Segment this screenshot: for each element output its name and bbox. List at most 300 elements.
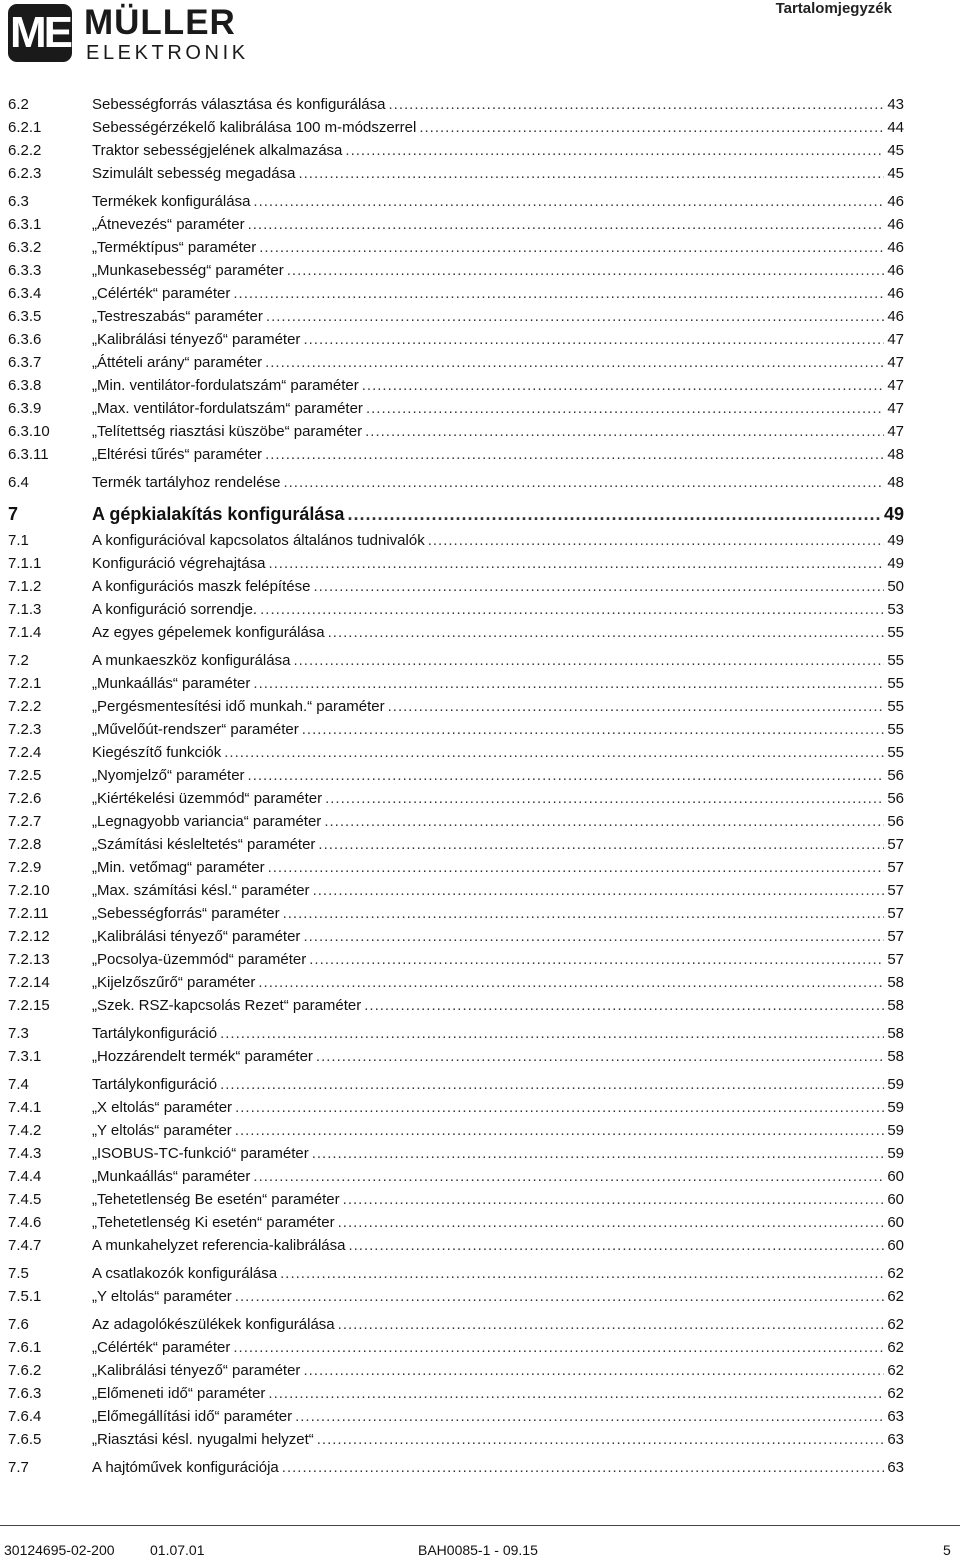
- toc-entry-page: 49: [887, 532, 904, 549]
- toc-dot-leader: [324, 810, 884, 833]
- toc-entry-number: 7.2.12: [8, 928, 50, 945]
- toc-dot-leader: [280, 1262, 884, 1285]
- toc-entry-page: 50: [887, 578, 904, 595]
- toc-entry-title: Tartálykonfiguráció: [92, 1076, 218, 1093]
- toc-dot-leader: [328, 621, 885, 644]
- toc-entry[interactable]: [8, 1211, 904, 1234]
- toc-entry-page: 58: [887, 1048, 904, 1065]
- toc-entry-title: „Eltérési tűrés“ paraméter: [92, 446, 263, 463]
- toc-entry-title: „Pergésmentesítési idő munkah.“ paraméter: [92, 698, 385, 715]
- toc-entry[interactable]: [8, 1096, 904, 1119]
- toc-entry-number: 6.3: [8, 193, 29, 210]
- toc-entry-title: „Célérték“ paraméter: [92, 285, 231, 302]
- toc-entry[interactable]: [8, 1234, 904, 1257]
- toc-chapter-entry[interactable]: [8, 499, 904, 529]
- toc-entry[interactable]: [8, 598, 904, 621]
- toc-dot-leader: [233, 282, 884, 305]
- toc-entry-page: 55: [887, 675, 904, 692]
- toc-entry[interactable]: [8, 925, 904, 948]
- toc-entry-page: 59: [887, 1099, 904, 1116]
- toc-entry[interactable]: [8, 575, 904, 598]
- toc-entry[interactable]: [8, 397, 904, 420]
- toc-entry[interactable]: [8, 190, 904, 213]
- toc-entry-title: „Telítettség riasztási küszöbe“ paraméter: [92, 423, 363, 440]
- toc-entry[interactable]: [8, 833, 904, 856]
- toc-entry-title: „Max. ventilátor-fordulatszám“ paraméter: [92, 400, 363, 417]
- toc-entry[interactable]: [8, 1285, 904, 1308]
- toc-entry[interactable]: [8, 787, 904, 810]
- toc-entry-page: 46: [887, 216, 904, 233]
- toc-entry-page: 55: [887, 698, 904, 715]
- toc-dot-leader: [309, 948, 884, 971]
- logo-brand-name: MÜLLER: [84, 3, 236, 42]
- toc-entry-title: Tartálykonfiguráció: [92, 1025, 218, 1042]
- toc-entry-page: 56: [887, 790, 904, 807]
- toc-dot-leader: [303, 1359, 884, 1382]
- toc-entry-title: „Kalibrálási tényező“ paraméter: [92, 928, 301, 945]
- toc-entry-title: „Előmeneti idő“ paraméter: [92, 1385, 266, 1402]
- toc-entry-title: Az egyes gépelemek konfigurálása: [92, 624, 325, 641]
- toc-entry-page: 46: [887, 239, 904, 256]
- toc-entry-number: 7.2.14: [8, 974, 50, 991]
- toc-entry-title: Az adagolókészülékek konfigurálása: [92, 1316, 335, 1333]
- toc-entry-number: 7.6.3: [8, 1385, 42, 1402]
- toc-dot-leader: [325, 787, 884, 810]
- toc-dot-leader: [338, 1313, 885, 1336]
- toc-entry-title: „X eltolás“ paraméter: [92, 1099, 233, 1116]
- toc-entry[interactable]: [8, 1262, 904, 1285]
- toc-dot-leader: [365, 420, 884, 443]
- toc-entry-title: Sebességérzékelő kalibrálása 100 m-módszerrel: [92, 119, 417, 136]
- page-footer: [0, 1525, 960, 1559]
- toc-entry-page: 56: [887, 767, 904, 784]
- toc-entry-page: 55: [887, 744, 904, 761]
- toc-entry-page: 62: [887, 1316, 904, 1333]
- toc-dot-leader: [302, 718, 885, 741]
- toc-dot-leader: [235, 1096, 884, 1119]
- toc-entry-number: 6.3.11: [8, 446, 49, 463]
- toc-entry-number: 7.2.1: [8, 675, 42, 692]
- toc-entry-title: A hajtóművek konfigurációja: [92, 1459, 279, 1476]
- toc-entry[interactable]: [8, 1165, 904, 1188]
- toc-dot-leader: [348, 1234, 884, 1257]
- toc-entry-title: „Hozzárendelt termék“ paraméter: [92, 1048, 313, 1065]
- toc-entry-title: „Művelőút-rendszer“ paraméter: [92, 721, 299, 738]
- toc-entry-title: „Terméktípus“ paraméter: [92, 239, 257, 256]
- toc-entry[interactable]: [8, 1073, 904, 1096]
- toc-dot-leader: [266, 305, 884, 328]
- toc-entry-page: 49: [883, 504, 904, 524]
- toc-entry-number: 6.3.1: [8, 216, 42, 233]
- toc-entry-number: 7.2.8: [8, 836, 42, 853]
- toc-dot-leader: [428, 529, 885, 552]
- toc-entry-page: 57: [887, 882, 904, 899]
- toc-entry-title: A gépkialakítás konfigurálása: [92, 504, 345, 524]
- toc-entry-title: „Munkasebesség“ paraméter: [92, 262, 284, 279]
- toc-entry-title: „Pocsolya-üzemmód“ paraméter: [92, 951, 307, 968]
- toc-entry-page: 62: [887, 1288, 904, 1305]
- toc-entry[interactable]: [8, 718, 904, 741]
- toc-entry-number: 7.4: [8, 1076, 29, 1093]
- toc-entry-title: „ISOBUS-TC-funkció“ paraméter: [92, 1145, 309, 1162]
- page-header: [0, 0, 960, 80]
- toc-entry[interactable]: [8, 351, 904, 374]
- toc-entry-number: 7.6.4: [8, 1408, 42, 1425]
- footer-date: 01.07.01: [150, 1542, 205, 1558]
- toc-entry-number: 7.6.1: [8, 1339, 42, 1356]
- footer-page-number: 5: [943, 1542, 951, 1558]
- toc-dot-leader: [235, 1285, 885, 1308]
- toc-entry[interactable]: [8, 649, 904, 672]
- toc-entry-number: 7.4.6: [8, 1214, 42, 1231]
- toc-entry-title: „Sebességforrás“ paraméter: [92, 905, 280, 922]
- toc-entry-number: 7.4.5: [8, 1191, 42, 1208]
- toc-entry-page: 58: [887, 974, 904, 991]
- toc-dot-leader: [235, 1119, 885, 1142]
- toc-entry-title: „Kijelzőszűrő“ paraméter: [92, 974, 256, 991]
- toc-entry-title: Szimulált sebesség megadása: [92, 165, 296, 182]
- toc-dot-leader: [268, 856, 885, 879]
- toc-entry-number: 6.3.3: [8, 262, 42, 279]
- toc-entry[interactable]: [8, 162, 904, 185]
- toc-entry-number: 6.4: [8, 474, 29, 491]
- toc-entry-number: 7.5.1: [8, 1288, 42, 1305]
- toc-entry[interactable]: [8, 1045, 904, 1068]
- toc-entry[interactable]: [8, 1188, 904, 1211]
- toc-entry[interactable]: [8, 879, 904, 902]
- toc-dot-leader: [362, 374, 885, 397]
- toc-entry-page: 60: [887, 1237, 904, 1254]
- toc-entry-title: Konfiguráció végrehajtása: [92, 555, 266, 572]
- toc-dot-leader: [419, 116, 884, 139]
- toc-entry[interactable]: [8, 621, 904, 644]
- toc-entry[interactable]: [8, 443, 904, 466]
- toc-dot-leader: [293, 649, 884, 672]
- toc-dot-leader: [283, 471, 884, 494]
- toc-entry-number: 7.2.4: [8, 744, 42, 761]
- toc-entry-number: 7.4.1: [8, 1099, 42, 1116]
- toc-entry-number: 7.3: [8, 1025, 29, 1042]
- toc-entry-title: „Testreszabás“ paraméter: [92, 308, 263, 325]
- toc-entry-number: 7.4.3: [8, 1145, 42, 1162]
- toc-entry-page: 62: [887, 1362, 904, 1379]
- toc-entry-page: 63: [887, 1431, 904, 1448]
- toc-entry[interactable]: [8, 259, 904, 282]
- toc-dot-leader: [265, 443, 884, 466]
- toc-entry-number: 7.2.15: [8, 997, 50, 1014]
- toc-dot-leader: [303, 328, 884, 351]
- toc-entry[interactable]: [8, 948, 904, 971]
- toc-entry-title: „Min. vetőmag“ paraméter: [92, 859, 265, 876]
- toc-dot-leader: [283, 902, 885, 925]
- toc-dot-leader: [366, 397, 884, 420]
- toc-entry-number: 6.3.6: [8, 331, 42, 348]
- toc-entry[interactable]: [8, 695, 904, 718]
- toc-entry-number: 7.2.6: [8, 790, 42, 807]
- toc-dot-leader: [313, 879, 885, 902]
- toc-entry-page: 47: [887, 400, 904, 417]
- toc-dot-leader: [248, 764, 885, 787]
- toc-entry-number: 7.2.9: [8, 859, 42, 876]
- toc-dot-leader: [224, 741, 884, 764]
- toc-entry[interactable]: [8, 1428, 904, 1451]
- toc-entry[interactable]: [8, 1405, 904, 1428]
- toc-entry[interactable]: [8, 471, 904, 494]
- toc-entry-number: 6.2.3: [8, 165, 42, 182]
- toc-entry-title: „Max. számítási késl.“ paraméter: [92, 882, 310, 899]
- toc-entry-title: „Kalibrálási tényező“ paraméter: [92, 1362, 301, 1379]
- toc-entry[interactable]: [8, 672, 904, 695]
- toc-entry[interactable]: [8, 994, 904, 1017]
- toc-dot-leader: [253, 1165, 884, 1188]
- toc-entry-page: 47: [887, 377, 904, 394]
- toc-entry[interactable]: [8, 420, 904, 443]
- toc-entry-page: 47: [887, 331, 904, 348]
- toc-entry-page: 59: [887, 1145, 904, 1162]
- toc-entry-number: 7.2.13: [8, 951, 50, 968]
- toc-dot-leader: [265, 351, 884, 374]
- toc-entry-page: 60: [887, 1214, 904, 1231]
- toc-entry[interactable]: [8, 1142, 904, 1165]
- toc-entry-number: 7.6: [8, 1316, 29, 1333]
- toc-entry-number: 7.2.11: [8, 905, 49, 922]
- toc-entry-number: 6.3.5: [8, 308, 42, 325]
- toc-dot-leader: [338, 1211, 885, 1234]
- toc-entry-title: „Célérték“ paraméter: [92, 1339, 231, 1356]
- toc-entry[interactable]: [8, 764, 904, 787]
- toc-entry-number: 7.1.3: [8, 601, 42, 618]
- mueller-elektronik-logo: [8, 3, 249, 64]
- toc-entry[interactable]: [8, 116, 904, 139]
- toc-entry-title: Sebességforrás választása és konfigurálása: [92, 96, 386, 113]
- toc-entry-page: 47: [887, 423, 904, 440]
- me-logo-mark: ME: [8, 4, 72, 62]
- toc-entry-title: „Kalibrálási tényező“ paraméter: [92, 331, 301, 348]
- toc-entry-page: 55: [887, 652, 904, 669]
- toc-entry-title: „Legnagyobb variancia“ paraméter: [92, 813, 322, 830]
- toc-dot-leader: [287, 259, 885, 282]
- toc-dot-leader: [317, 1428, 885, 1451]
- toc-entry-page: 55: [887, 624, 904, 641]
- toc-entry-number: 7.1: [8, 532, 29, 549]
- toc-entry-title: „Y eltolás“ paraméter: [92, 1288, 232, 1305]
- toc-entry[interactable]: [8, 139, 904, 162]
- toc-entry-page: 45: [887, 142, 904, 159]
- toc-entry-page: 57: [887, 905, 904, 922]
- toc-entry-page: 56: [887, 813, 904, 830]
- toc-entry-number: 6.3.9: [8, 400, 42, 417]
- toc-dot-leader: [343, 1188, 885, 1211]
- toc-entry-title: A munkaeszköz konfigurálása: [92, 652, 291, 669]
- toc-entry-page: 55: [887, 721, 904, 738]
- toc-entry-title: „Munkaállás“ paraméter: [92, 675, 251, 692]
- toc-entry-number: 7.4.7: [8, 1237, 42, 1254]
- logo-brand-subtitle: ELEKTRONIK: [86, 42, 249, 64]
- toc-dot-leader: [260, 598, 884, 621]
- toc-entry-number: 7.7: [8, 1459, 29, 1476]
- toc-entry-number: 6.2: [8, 96, 29, 113]
- toc-entry-number: 7.1.2: [8, 578, 42, 595]
- toc-entry-page: 62: [887, 1385, 904, 1402]
- toc-entry-page: 43: [887, 96, 904, 113]
- toc-entry-number: 6.3.10: [8, 423, 50, 440]
- toc-entry-page: 60: [887, 1191, 904, 1208]
- toc-entry-title: „Számítási késleltetés“ paraméter: [92, 836, 316, 853]
- toc-entry-title: Traktor sebességjelének alkalmazása: [92, 142, 343, 159]
- toc-entry-number: 7.2.10: [8, 882, 50, 899]
- toc-entry-page: 60: [887, 1168, 904, 1185]
- toc-dot-leader: [253, 672, 884, 695]
- toc-entry-page: 47: [887, 354, 904, 371]
- toc-entry-title: „Riasztási késl. nyugalmi helyzet“: [92, 1431, 314, 1448]
- toc-entry[interactable]: [8, 236, 904, 259]
- toc-entry-number: 6.3.2: [8, 239, 42, 256]
- toc-dot-leader: [220, 1022, 884, 1045]
- toc-entry[interactable]: [8, 93, 904, 116]
- toc-entry-number: 7.2: [8, 652, 29, 669]
- toc-entry-title: „Nyomjelző“ paraméter: [92, 767, 245, 784]
- table-of-contents: [8, 93, 904, 1479]
- toc-dot-leader: [295, 1405, 884, 1428]
- toc-entry[interactable]: [8, 1022, 904, 1045]
- toc-dot-leader: [389, 93, 885, 116]
- toc-entry-page: 46: [887, 308, 904, 325]
- toc-entry[interactable]: [8, 1119, 904, 1142]
- toc-entry-page: 57: [887, 836, 904, 853]
- toc-entry-title: „Y eltolás“ paraméter: [92, 1122, 232, 1139]
- toc-entry-number: 7.2.3: [8, 721, 42, 738]
- toc-entry-number: 7.3.1: [8, 1048, 42, 1065]
- toc-entry[interactable]: [8, 971, 904, 994]
- toc-entry-title: „Tehetetlenség Be esetén“ paraméter: [92, 1191, 340, 1208]
- toc-entry-page: 63: [887, 1408, 904, 1425]
- toc-entry-number: 7.6.5: [8, 1431, 42, 1448]
- toc-entry[interactable]: [8, 305, 904, 328]
- toc-dot-leader: [312, 1142, 885, 1165]
- toc-entry[interactable]: [8, 902, 904, 925]
- toc-dot-leader: [220, 1073, 884, 1096]
- toc-entry-title: „Min. ventilátor-fordulatszám“ paraméter: [92, 377, 359, 394]
- toc-entry-page: 57: [887, 859, 904, 876]
- toc-entry-page: 48: [887, 446, 904, 463]
- toc-entry-number: 6.3.8: [8, 377, 42, 394]
- toc-entry-number: 7.4.4: [8, 1168, 42, 1185]
- toc-entry-title: A konfiguráció sorrendje.: [92, 601, 258, 618]
- toc-entry-title: Kiegészítő funkciók: [92, 744, 222, 761]
- toc-entry-title: A csatlakozók konfigurálása: [92, 1265, 278, 1282]
- toc-entry[interactable]: [8, 1336, 904, 1359]
- toc-entry-page: 53: [887, 601, 904, 618]
- toc-dot-leader: [253, 190, 884, 213]
- toc-entry-title: Termék tartályhoz rendelése: [92, 474, 281, 491]
- toc-entry-title: A munkahelyzet referencia-kalibrálása: [92, 1237, 346, 1254]
- toc-entry[interactable]: [8, 1359, 904, 1382]
- toc-entry[interactable]: [8, 213, 904, 236]
- toc-entry-number: 6.2.1: [8, 119, 42, 136]
- toc-entry-page: 63: [887, 1459, 904, 1476]
- toc-entry[interactable]: [8, 810, 904, 833]
- toc-entry[interactable]: [8, 741, 904, 764]
- toc-entry-number: 7.1.1: [8, 555, 42, 572]
- toc-dot-leader: [303, 925, 884, 948]
- toc-entry-number: 6.2.2: [8, 142, 42, 159]
- toc-entry-title: „Áttételi arány“ paraméter: [92, 354, 263, 371]
- toc-entry[interactable]: [8, 1313, 904, 1336]
- toc-entry-page: 58: [887, 997, 904, 1014]
- footer-doc-number: 30124695-02-200: [4, 1542, 115, 1558]
- toc-entry-number: 6.3.4: [8, 285, 42, 302]
- toc-entry-page: 44: [887, 119, 904, 136]
- toc-dot-leader: [388, 695, 885, 718]
- toc-dot-leader: [298, 162, 884, 185]
- toc-entry[interactable]: [8, 328, 904, 351]
- toc-entry-title: „Munkaállás“ paraméter: [92, 1168, 251, 1185]
- toc-dot-leader: [233, 1336, 884, 1359]
- toc-entry-page: 48: [887, 474, 904, 491]
- toc-entry-number: 7.2.5: [8, 767, 42, 784]
- toc-entry-page: 57: [887, 928, 904, 945]
- toc-entry[interactable]: [8, 552, 904, 575]
- footer-manual-code: BAH0085-1 - 09.15: [418, 1542, 538, 1558]
- toc-entry-number: 7.5: [8, 1265, 29, 1282]
- toc-entry-page: 58: [887, 1025, 904, 1042]
- toc-dot-leader: [258, 971, 884, 994]
- toc-entry-page: 45: [887, 165, 904, 182]
- toc-entry-number: 6.3.7: [8, 354, 42, 371]
- toc-entry-title: A konfigurációval kapcsolatos általános tudnivalók: [92, 532, 425, 549]
- toc-entry-number: 7.2.2: [8, 698, 42, 715]
- toc-entry[interactable]: [8, 282, 904, 305]
- toc-entry-page: 62: [887, 1339, 904, 1356]
- toc-entry-page: 46: [887, 285, 904, 302]
- toc-entry-page: 59: [887, 1076, 904, 1093]
- toc-dot-leader: [345, 139, 884, 162]
- toc-entry-page: 49: [887, 555, 904, 572]
- toc-entry-number: 7.1.4: [8, 624, 42, 641]
- toc-entry-number: 7.2.7: [8, 813, 42, 830]
- toc-dot-leader: [313, 575, 884, 598]
- toc-entry-page: 57: [887, 951, 904, 968]
- running-header-title: Tartalomjegyzék: [775, 0, 892, 17]
- toc-dot-leader: [316, 1045, 884, 1068]
- toc-dot-leader: [268, 1382, 884, 1405]
- toc-entry-page: 59: [887, 1122, 904, 1139]
- toc-entry-title: „Kiértékelési üzemmód“ paraméter: [92, 790, 323, 807]
- toc-dot-leader: [268, 552, 884, 575]
- toc-entry[interactable]: [8, 374, 904, 397]
- toc-dot-leader: [282, 1456, 885, 1479]
- toc-dot-leader: [259, 236, 884, 259]
- toc-entry-page: 62: [887, 1265, 904, 1282]
- toc-entry-number: 7.4.2: [8, 1122, 42, 1139]
- toc-entry-title: „Átnevezés“ paraméter: [92, 216, 245, 233]
- toc-entry-title: „Tehetetlenség Ki esetén“ paraméter: [92, 1214, 335, 1231]
- toc-entry-number: 7.6.2: [8, 1362, 42, 1379]
- toc-entry-title: A konfigurációs maszk felépítése: [92, 578, 311, 595]
- toc-entry[interactable]: [8, 1456, 904, 1479]
- toc-entry-title: Termékek konfigurálása: [92, 193, 251, 210]
- toc-entry[interactable]: [8, 856, 904, 879]
- toc-entry-number: 7: [8, 504, 19, 524]
- toc-entry[interactable]: [8, 529, 904, 552]
- toc-dot-leader: [347, 499, 881, 529]
- toc-entry-page: 46: [887, 262, 904, 279]
- toc-entry[interactable]: [8, 1382, 904, 1405]
- toc-dot-leader: [364, 994, 884, 1017]
- toc-dot-leader: [318, 833, 884, 856]
- toc-entry-page: 46: [887, 193, 904, 210]
- toc-entry-title: „Szek. RSZ-kapcsolás Rezet“ paraméter: [92, 997, 362, 1014]
